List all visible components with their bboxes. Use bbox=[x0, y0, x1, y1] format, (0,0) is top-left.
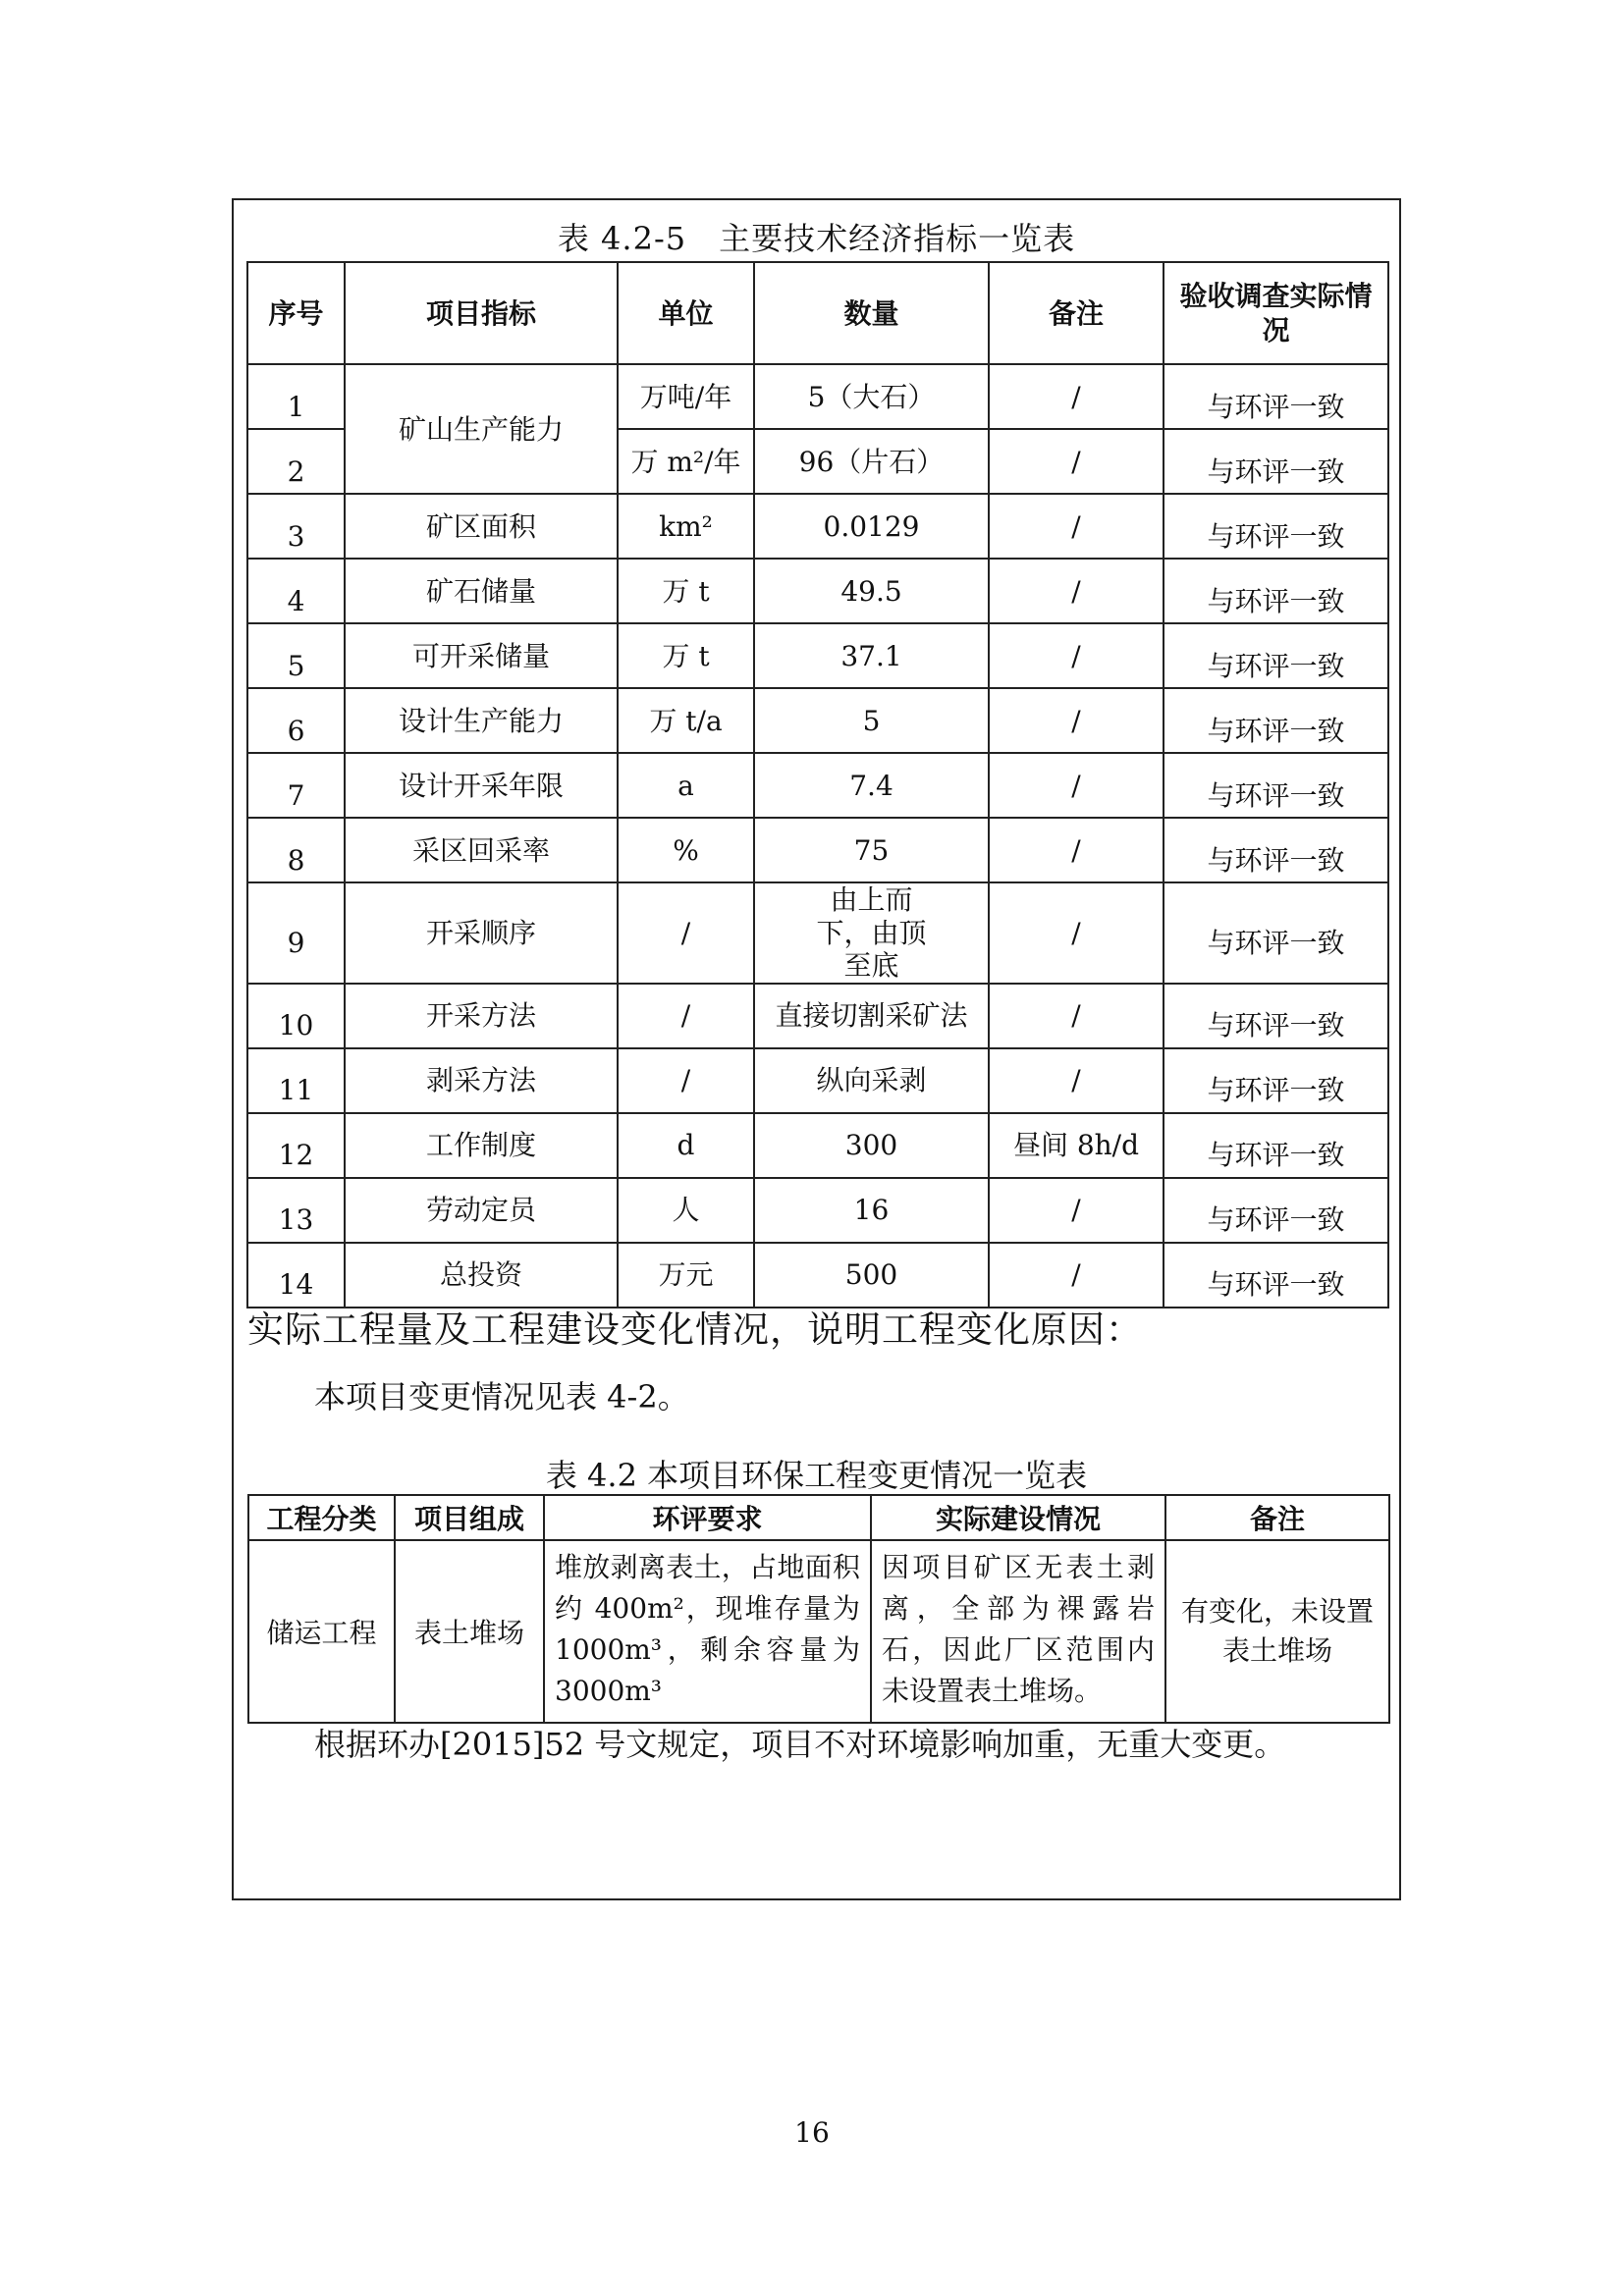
cell-status: 与环评一致 bbox=[1164, 688, 1388, 753]
cell-item: 开采方法 bbox=[345, 984, 618, 1048]
cell-item: 工作制度 bbox=[345, 1113, 618, 1178]
cell-status: 与环评一致 bbox=[1164, 559, 1388, 623]
cell-item: 矿区面积 bbox=[345, 494, 618, 559]
cell-unit: / bbox=[618, 882, 754, 984]
cell-item: 矿山生产能力 bbox=[345, 364, 618, 494]
cell-status: 与环评一致 bbox=[1164, 429, 1388, 494]
cell-status: 与环评一致 bbox=[1164, 364, 1388, 429]
cell-no: 6 bbox=[247, 688, 345, 753]
cell-unit: 万 m²/年 bbox=[618, 429, 754, 494]
col-header-no: 序号 bbox=[247, 262, 345, 364]
cell-no: 8 bbox=[247, 818, 345, 882]
cell-item: 可开采储量 bbox=[345, 623, 618, 688]
cell-qty: 16 bbox=[754, 1178, 989, 1243]
cell-item: 矿石储量 bbox=[345, 559, 618, 623]
cell-no: 1 bbox=[247, 364, 345, 429]
cell-component: 表土堆场 bbox=[395, 1540, 544, 1723]
cell-unit: a bbox=[618, 753, 754, 818]
cell-no: 4 bbox=[247, 559, 345, 623]
cell-qty: 500 bbox=[754, 1243, 989, 1308]
cell-qty: 96（片石） bbox=[754, 429, 989, 494]
cell-no: 12 bbox=[247, 1113, 345, 1178]
cell-category: 储运工程 bbox=[248, 1540, 395, 1723]
cell-no: 5 bbox=[247, 623, 345, 688]
cell-unit: / bbox=[618, 984, 754, 1048]
cell-note: / bbox=[989, 429, 1164, 494]
cell-status: 与环评一致 bbox=[1164, 753, 1388, 818]
cell-note: / bbox=[989, 1048, 1164, 1113]
cell-unit: 万元 bbox=[618, 1243, 754, 1308]
cell-no: 10 bbox=[247, 984, 345, 1048]
cell-qty: 49.5 bbox=[754, 559, 989, 623]
table-row bbox=[247, 494, 1388, 559]
table-row bbox=[248, 1540, 1389, 1723]
cell-no: 9 bbox=[247, 882, 345, 984]
cell-note: / bbox=[989, 1178, 1164, 1243]
cell-no: 2 bbox=[247, 429, 345, 494]
cell-note: / bbox=[989, 1243, 1164, 1308]
cell-qty: 5 bbox=[754, 688, 989, 753]
cell-status: 与环评一致 bbox=[1164, 882, 1388, 984]
cell-status: 与环评一致 bbox=[1164, 984, 1388, 1048]
col-header-note: 备注 bbox=[1165, 1495, 1389, 1540]
cell-unit: 万 t bbox=[618, 623, 754, 688]
cell-item: 总投资 bbox=[345, 1243, 618, 1308]
table-row bbox=[247, 623, 1388, 688]
cell-unit: % bbox=[618, 818, 754, 882]
col-header-status-text: 验收调查实际情况 bbox=[1179, 280, 1373, 347]
cell-status: 与环评一致 bbox=[1164, 818, 1388, 882]
cell-item: 设计开采年限 bbox=[345, 753, 618, 818]
cell-requirement: 堆放剥离表土，占地面积约 400m²，现堆存量为 1000m³，剩余容量为 3000m³ bbox=[544, 1540, 871, 1723]
col-header-note: 备注 bbox=[989, 262, 1164, 364]
cell-status: 与环评一致 bbox=[1164, 1178, 1388, 1243]
table-row bbox=[247, 1178, 1388, 1243]
table1-caption: 表 4.2-5 主要技术经济指标一览表 bbox=[557, 220, 1076, 257]
table-row bbox=[247, 1048, 1388, 1113]
cell-note: / bbox=[989, 559, 1164, 623]
table2-caption: 表 4.2 本项目环保工程变更情况一览表 bbox=[545, 1457, 1088, 1494]
table-row bbox=[247, 1113, 1388, 1178]
cell-note: / bbox=[989, 623, 1164, 688]
cell-no: 11 bbox=[247, 1048, 345, 1113]
cell-item: 劳动定员 bbox=[345, 1178, 618, 1243]
cell-unit: 万吨/年 bbox=[618, 364, 754, 429]
cell-note: / bbox=[989, 984, 1164, 1048]
table-row bbox=[247, 364, 1388, 429]
cell-unit: / bbox=[618, 1048, 754, 1113]
cell-qty: 300 bbox=[754, 1113, 989, 1178]
table-row bbox=[247, 882, 1388, 984]
cell-note: / bbox=[989, 494, 1164, 559]
cell-status: 与环评一致 bbox=[1164, 623, 1388, 688]
cell-note: / bbox=[989, 882, 1164, 984]
cell-unit: km² bbox=[618, 494, 754, 559]
cell-no: 14 bbox=[247, 1243, 345, 1308]
table-row bbox=[247, 818, 1388, 882]
table-row bbox=[247, 559, 1388, 623]
cell-qty: 由上而下，由顶至底 bbox=[754, 882, 989, 984]
cell-qty: 0.0129 bbox=[754, 494, 989, 559]
table-row bbox=[247, 984, 1388, 1048]
table-header-row bbox=[247, 262, 1388, 364]
cell-note: / bbox=[989, 753, 1164, 818]
cell-note: 昼间 8h/d bbox=[989, 1113, 1164, 1178]
table-row bbox=[247, 753, 1388, 818]
section-heading: 实际工程量及工程建设变化情况，说明工程变化原因： bbox=[247, 1308, 1143, 1351]
page-number: 16 bbox=[794, 2116, 830, 2149]
col-header-qty: 数量 bbox=[754, 262, 989, 364]
cell-status: 与环评一致 bbox=[1164, 1243, 1388, 1308]
col-header-item: 项目指标 bbox=[345, 262, 618, 364]
col-header-actual: 实际建设情况 bbox=[871, 1495, 1165, 1540]
cell-item: 开采顺序 bbox=[345, 882, 618, 984]
cell-unit: 万 t/a bbox=[618, 688, 754, 753]
table-header-row bbox=[248, 1495, 1389, 1540]
table-row bbox=[247, 688, 1388, 753]
cell-unit: d bbox=[618, 1113, 754, 1178]
cell-item: 剥采方法 bbox=[345, 1048, 618, 1113]
cell-note: / bbox=[989, 688, 1164, 753]
cell-item: 采区回采率 bbox=[345, 818, 618, 882]
cell-note: / bbox=[989, 364, 1164, 429]
cell-item: 设计生产能力 bbox=[345, 688, 618, 753]
cell-qty: 7.4 bbox=[754, 753, 989, 818]
cell-qty: 5（大石） bbox=[754, 364, 989, 429]
cell-actual: 因项目矿区无表土剥离，全部为裸露岩石，因此厂区范围内未设置表土堆场。 bbox=[871, 1540, 1165, 1723]
cell-status: 与环评一致 bbox=[1164, 1113, 1388, 1178]
conclusion-text: 根据环办[2015]52 号文规定，项目不对环境影响加重，无重大变更。 bbox=[314, 1726, 1286, 1763]
col-header-unit: 单位 bbox=[618, 262, 754, 364]
cell-no: 7 bbox=[247, 753, 345, 818]
cell-qty: 37.1 bbox=[754, 623, 989, 688]
col-header-component: 项目组成 bbox=[395, 1495, 544, 1540]
col-header-requirement: 环评要求 bbox=[544, 1495, 871, 1540]
section-text: 本项目变更情况见表 4-2。 bbox=[314, 1378, 689, 1415]
cell-no: 13 bbox=[247, 1178, 345, 1243]
col-header-category: 工程分类 bbox=[248, 1495, 395, 1540]
cell-qty: 直接切割采矿法 bbox=[754, 984, 989, 1048]
col-header-status bbox=[1164, 262, 1388, 364]
table-row bbox=[247, 1243, 1388, 1308]
cell-qty: 纵向采剥 bbox=[754, 1048, 989, 1113]
tech-econ-indicator-table bbox=[246, 261, 1389, 1308]
cell-status: 与环评一致 bbox=[1164, 494, 1388, 559]
env-change-table bbox=[247, 1494, 1390, 1724]
cell-no: 3 bbox=[247, 494, 345, 559]
cell-unit: 人 bbox=[618, 1178, 754, 1243]
cell-note: 有变化，未设置表土堆场 bbox=[1165, 1540, 1389, 1723]
cell-qty: 75 bbox=[754, 818, 989, 882]
cell-status: 与环评一致 bbox=[1164, 1048, 1388, 1113]
cell-note: / bbox=[989, 818, 1164, 882]
cell-unit: 万 t bbox=[618, 559, 754, 623]
